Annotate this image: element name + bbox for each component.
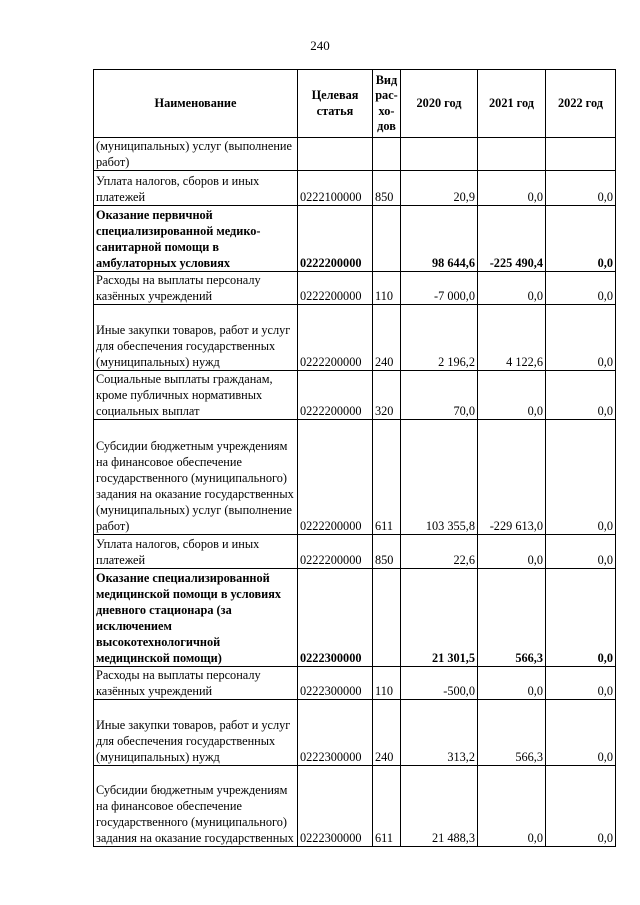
cell-2022: 0,0 <box>546 272 616 305</box>
table-row <box>94 569 616 667</box>
cell-2021: 0,0 <box>478 766 546 847</box>
cell-name: Расходы на выплаты персоналу казённых учреждений <box>94 272 298 305</box>
table-row <box>94 700 616 766</box>
cell-name: Уплата налогов, сборов и иных платежей <box>94 171 298 206</box>
cell-2020: 21 488,3 <box>401 766 478 847</box>
cell-2020: -7 000,0 <box>401 272 478 305</box>
cell-2021: 0,0 <box>478 535 546 569</box>
cell-code: 0222200000 <box>298 371 373 420</box>
cell-2021: 0,0 <box>478 272 546 305</box>
cell-code: 0222200000 <box>298 305 373 371</box>
cell-2022: 0,0 <box>546 305 616 371</box>
cell-type: 110 <box>373 667 401 700</box>
cell-2020 <box>401 138 478 171</box>
cell-code: 0222300000 <box>298 766 373 847</box>
table-row <box>94 420 616 535</box>
header-2020: 2020 год <box>401 70 478 138</box>
cell-code: 0222300000 <box>298 667 373 700</box>
cell-code: 0222200000 <box>298 535 373 569</box>
cell-2022: 0,0 <box>546 569 616 667</box>
cell-name: Иные закупки товаров, работ и услуг для обеспечения государственных (муниципальных) нужд <box>94 700 298 766</box>
cell-code: 0222200000 <box>298 206 373 272</box>
cell-2021: -225 490,4 <box>478 206 546 272</box>
table-row <box>94 272 616 305</box>
cell-type: 850 <box>373 171 401 206</box>
cell-type: 611 <box>373 420 401 535</box>
cell-name: Уплата налогов, сборов и иных платежей <box>94 535 298 569</box>
cell-2020: 21 301,5 <box>401 569 478 667</box>
cell-type <box>373 569 401 667</box>
cell-2022: 0,0 <box>546 667 616 700</box>
cell-type: 611 <box>373 766 401 847</box>
header-row <box>94 70 616 138</box>
cell-2022: 0,0 <box>546 420 616 535</box>
cell-2022: 0,0 <box>546 371 616 420</box>
budget-table <box>93 69 616 847</box>
cell-2020: 313,2 <box>401 700 478 766</box>
cell-code <box>298 138 373 171</box>
page-number: 240 <box>310 38 330 53</box>
cell-name: Оказание специализированной медицинской помощи в условиях дневного стационара (за исключением высокотехнологичной медицинской помощи) <box>94 569 298 667</box>
cell-2022: 0,0 <box>546 766 616 847</box>
cell-2020: 98 644,6 <box>401 206 478 272</box>
cell-2020: 22,6 <box>401 535 478 569</box>
table-row <box>94 667 616 700</box>
cell-type: 850 <box>373 535 401 569</box>
cell-2020: 20,9 <box>401 171 478 206</box>
table-row <box>94 305 616 371</box>
header-2022: 2022 год <box>546 70 616 138</box>
header-2021: 2021 год <box>478 70 546 138</box>
cell-2021: 0,0 <box>478 667 546 700</box>
table-row <box>94 171 616 206</box>
cell-type <box>373 138 401 171</box>
table-row <box>94 138 616 171</box>
cell-name: Расходы на выплаты персоналу казённых учреждений <box>94 667 298 700</box>
cell-2020: 70,0 <box>401 371 478 420</box>
cell-2021 <box>478 138 546 171</box>
cell-type: 320 <box>373 371 401 420</box>
cell-type: 240 <box>373 700 401 766</box>
cell-2021: 0,0 <box>478 171 546 206</box>
table-row <box>94 535 616 569</box>
header-name: Наименование <box>94 70 298 138</box>
cell-2021: 566,3 <box>478 700 546 766</box>
table-row <box>94 371 616 420</box>
cell-name: Субсидии бюджетным учреждениям на финансовое обеспечение государственного (муниципального) задания на оказание государственных <box>94 766 298 847</box>
header-type: Вид рас-хо-дов <box>373 70 401 138</box>
cell-2020: 2 196,2 <box>401 305 478 371</box>
cell-name: Социальные выплаты гражданам, кроме публичных нормативных социальных выплат <box>94 371 298 420</box>
cell-2020: 103 355,8 <box>401 420 478 535</box>
cell-2022 <box>546 138 616 171</box>
table-row <box>94 206 616 272</box>
cell-2022: 0,0 <box>546 171 616 206</box>
cell-code: 0222200000 <box>298 272 373 305</box>
cell-name: Оказание первичной специализированной медико-санитарной помощи в амбулаторных условиях <box>94 206 298 272</box>
cell-type: 240 <box>373 305 401 371</box>
cell-2021: -229 613,0 <box>478 420 546 535</box>
cell-type <box>373 206 401 272</box>
table-row <box>94 766 616 847</box>
cell-2022: 0,0 <box>546 700 616 766</box>
cell-name: (муниципальных) услуг (выполнение работ) <box>94 138 298 171</box>
cell-2022: 0,0 <box>546 535 616 569</box>
cell-2021: 0,0 <box>478 371 546 420</box>
cell-code: 0222200000 <box>298 420 373 535</box>
cell-name: Субсидии бюджетным учреждениям на финансовое обеспечение государственного (муниципального) задания на оказание государственных (муниципальных) услуг (выполнение работ) <box>94 420 298 535</box>
cell-code: 0222300000 <box>298 700 373 766</box>
header-target: Целевая статья <box>298 70 373 138</box>
cell-2021: 4 122,6 <box>478 305 546 371</box>
cell-2020: -500,0 <box>401 667 478 700</box>
cell-name: Иные закупки товаров, работ и услуг для обеспечения государственных (муниципальных) нужд <box>94 305 298 371</box>
cell-type: 110 <box>373 272 401 305</box>
cell-2022: 0,0 <box>546 206 616 272</box>
cell-code: 0222100000 <box>298 171 373 206</box>
cell-2021: 566,3 <box>478 569 546 667</box>
cell-code: 0222300000 <box>298 569 373 667</box>
